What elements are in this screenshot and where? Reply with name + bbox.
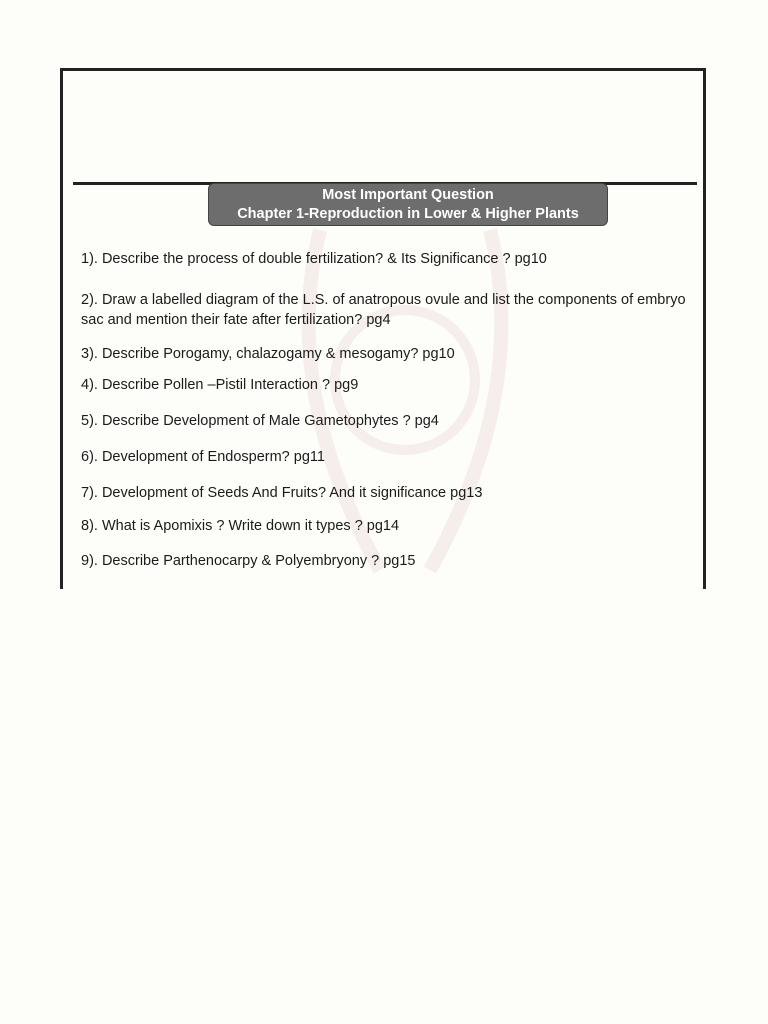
question-item-6: 6). Development of Endosperm? pg11 <box>81 449 325 465</box>
title-heading: Most Important Question <box>322 187 494 203</box>
question-item-4: 4). Describe Pollen –Pistil Interaction ? pg9 <box>81 377 359 393</box>
title-banner <box>208 183 608 226</box>
question-item-7: 7). Development of Seeds And Fruits? And it significance pg13 <box>81 485 483 501</box>
chapter-subtitle: Chapter 1-Reproduction in Lower & Higher Plants <box>237 206 579 222</box>
question-item-5: 5). Describe Development of Male Gametophytes ? pg4 <box>81 413 439 429</box>
question-item-1: 1). Describe the process of double fertilization? & Its Significance ? pg10 <box>81 251 547 267</box>
question-item-9: 9). Describe Parthenocarpy & Polyembryony ? pg15 <box>81 553 416 569</box>
question-item-3: 3). Describe Porogamy, chalazogamy & mesogamy? pg10 <box>81 346 455 362</box>
question-item-2: 2). Draw a labelled diagram of the L.S. of anatropous ovule and list the components of embryo sac and mention their fate after fertilization? pg4 <box>81 292 686 328</box>
question-item-8: 8). What is Apomixis ? Write down it types ? pg14 <box>81 518 400 534</box>
